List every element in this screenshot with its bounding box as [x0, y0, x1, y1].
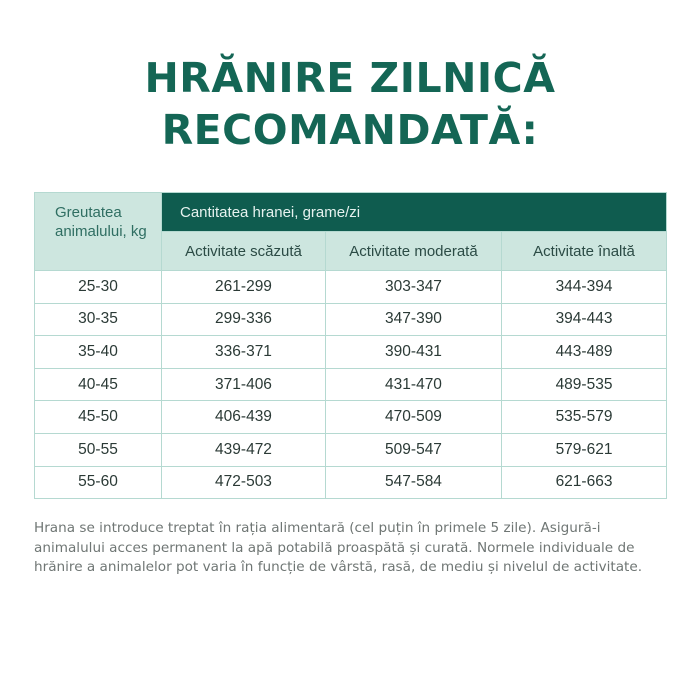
low-activity-cell: 371-406	[162, 368, 326, 401]
moderate-activity-cell: 347-390	[326, 303, 502, 336]
weight-cell: 25-30	[35, 271, 162, 304]
table-row	[35, 368, 667, 401]
low-activity-cell: 299-336	[162, 303, 326, 336]
high-activity-cell: 443-489	[502, 336, 667, 369]
high-activity-cell: 344-394	[502, 271, 667, 304]
weight-cell: 35-40	[35, 336, 162, 369]
high-activity-cell: 489-535	[502, 368, 667, 401]
table-row	[35, 433, 667, 466]
activity-low-header: Activitate scăzută	[162, 232, 326, 271]
low-activity-cell: 472-503	[162, 466, 326, 499]
moderate-activity-cell: 303-347	[326, 271, 502, 304]
feeding-table	[34, 192, 667, 499]
moderate-activity-cell: 509-547	[326, 433, 502, 466]
weight-cell: 55-60	[35, 466, 162, 499]
feeding-note: Hrana se introduce treptat în rația alimentară (cel puțin în primele 5 zile). Asigură-i animalului acces permanent la apă potabilă proaspătă și curată. Normele individuale de hrănire a animalelor pot varia în funcție de vârstă, rasă, de mediu și nivelul de activitate.	[34, 520, 643, 575]
weight-column-header: Greutatea animalului, kg	[35, 193, 162, 271]
table-row	[35, 336, 667, 369]
weight-cell: 45-50	[35, 401, 162, 434]
table-row	[35, 466, 667, 499]
moderate-activity-cell: 547-584	[326, 466, 502, 499]
table-row	[35, 271, 667, 304]
page-title	[0, 52, 700, 156]
low-activity-cell: 261-299	[162, 271, 326, 304]
activity-moderate-header: Activitate moderată	[326, 232, 502, 271]
table-row	[35, 303, 667, 336]
weight-cell: 40-45	[35, 368, 162, 401]
moderate-activity-cell: 390-431	[326, 336, 502, 369]
title-line-1: HRĂNIRE ZILNICĂ	[144, 54, 556, 102]
table-row	[35, 401, 667, 434]
quantity-group-header: Cantitatea hranei, grame/zi	[162, 193, 667, 232]
weight-cell: 50-55	[35, 433, 162, 466]
high-activity-cell: 579-621	[502, 433, 667, 466]
low-activity-cell: 406-439	[162, 401, 326, 434]
high-activity-cell: 621-663	[502, 466, 667, 499]
title-line-2: RECOMANDATĂ:	[161, 106, 539, 154]
activity-high-header: Activitate înaltă	[502, 232, 667, 271]
high-activity-cell: 394-443	[502, 303, 667, 336]
moderate-activity-cell: 431-470	[326, 368, 502, 401]
weight-cell: 30-35	[35, 303, 162, 336]
low-activity-cell: 439-472	[162, 433, 326, 466]
low-activity-cell: 336-371	[162, 336, 326, 369]
high-activity-cell: 535-579	[502, 401, 667, 434]
moderate-activity-cell: 470-509	[326, 401, 502, 434]
